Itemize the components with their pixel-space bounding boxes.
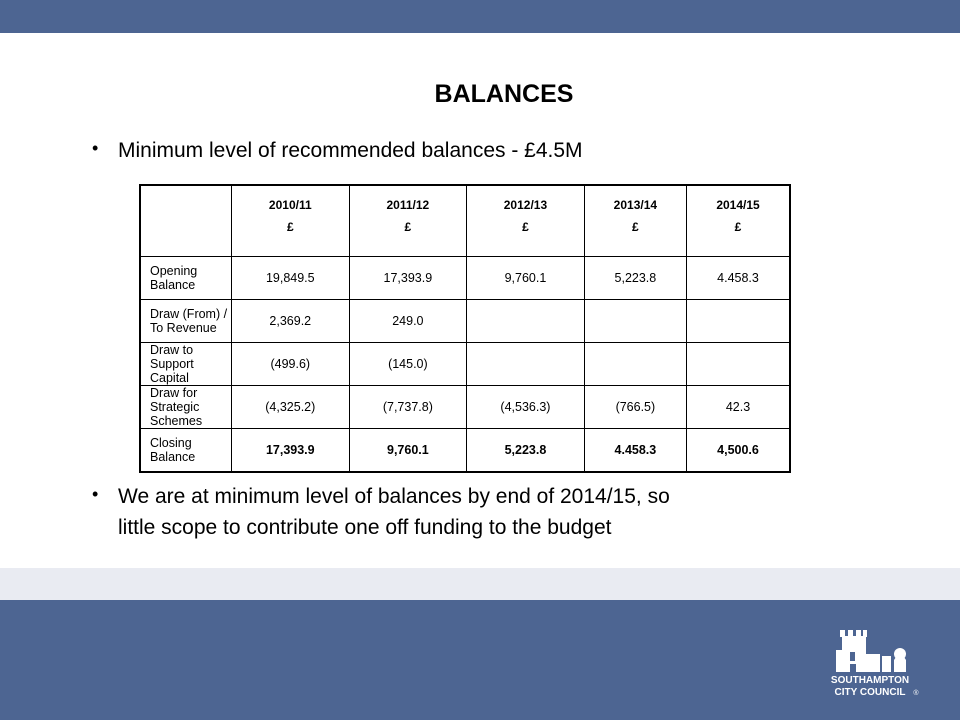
table-header-row — [140, 185, 790, 257]
table-row-strategic-schemes — [140, 386, 790, 429]
table-cell: 17,393.9 — [349, 257, 467, 300]
table-cell: 5,223.8 — [467, 429, 585, 473]
table-cell — [584, 300, 686, 343]
header-2011-12: 2011/12 £ — [349, 185, 467, 257]
table-cell: 19,849.5 — [232, 257, 350, 300]
footer-panel — [0, 600, 960, 720]
table-cell — [467, 300, 585, 343]
table-row-opening-balance — [140, 257, 790, 300]
row-label: Draw (From) / To Revenue — [140, 300, 232, 343]
table-row-draw-capital — [140, 343, 790, 386]
table-cell: 42.3 — [687, 386, 790, 429]
balances-table — [139, 184, 791, 473]
header-blank — [140, 185, 232, 257]
table-cell: 4,500.6 — [687, 429, 790, 473]
table-cell: (4,536.3) — [467, 386, 585, 429]
row-label: Opening Balance — [140, 257, 232, 300]
table-row-closing-balance — [140, 429, 790, 473]
row-label: Closing Balance — [140, 429, 232, 473]
table-cell: 9,760.1 — [349, 429, 467, 473]
table-cell — [687, 300, 790, 343]
table-row-draw-revenue — [140, 300, 790, 343]
bullet-dot: • — [92, 138, 99, 158]
header-2014-15: 2014/15 £ — [687, 185, 790, 257]
table-cell: 2,369.2 — [232, 300, 350, 343]
logo-text-line1: SOUTHAMPTON — [830, 675, 910, 686]
header-2010-11: 2010/11 £ — [232, 185, 350, 257]
table-cell: 4.458.3 — [687, 257, 790, 300]
slide-title: BALANCES — [434, 80, 574, 108]
table-cell — [584, 343, 686, 386]
bullet-dot: • — [92, 484, 99, 504]
table-cell: 249.0 — [349, 300, 467, 343]
bullet-minimum-level: Minimum level of recommended balances - £4.5M — [118, 139, 583, 162]
castle-icon — [836, 630, 906, 672]
table-cell: 17,393.9 — [232, 429, 350, 473]
table-cell — [687, 343, 790, 386]
logo-text-line2: CITY COUNCIL — [834, 687, 906, 698]
table-cell: 4.458.3 — [584, 429, 686, 473]
header-2013-14: 2013/14 £ — [584, 185, 686, 257]
row-label: Draw to Support Capital — [140, 343, 232, 386]
bullet-minimum-balances-line1: We are at minimum level of balances by end of 2014/15, so — [118, 485, 670, 508]
top-banner — [0, 0, 960, 33]
table-cell — [467, 343, 585, 386]
council-logo — [828, 616, 924, 698]
table-cell: (145.0) — [349, 343, 467, 386]
registered-mark: ® — [913, 690, 919, 697]
header-2012-13: 2012/13 £ — [467, 185, 585, 257]
table-cell: (766.5) — [584, 386, 686, 429]
table-cell: (4,325.2) — [232, 386, 350, 429]
bullet-minimum-balances-line2: little scope to contribute one off funding to the budget — [118, 516, 612, 539]
table-cell: 9,760.1 — [467, 257, 585, 300]
row-label: Draw for Strategic Schemes — [140, 386, 232, 429]
table-cell: (7,737.8) — [349, 386, 467, 429]
footer-light-band — [0, 568, 960, 600]
table-cell: 5,223.8 — [584, 257, 686, 300]
table-cell: (499.6) — [232, 343, 350, 386]
